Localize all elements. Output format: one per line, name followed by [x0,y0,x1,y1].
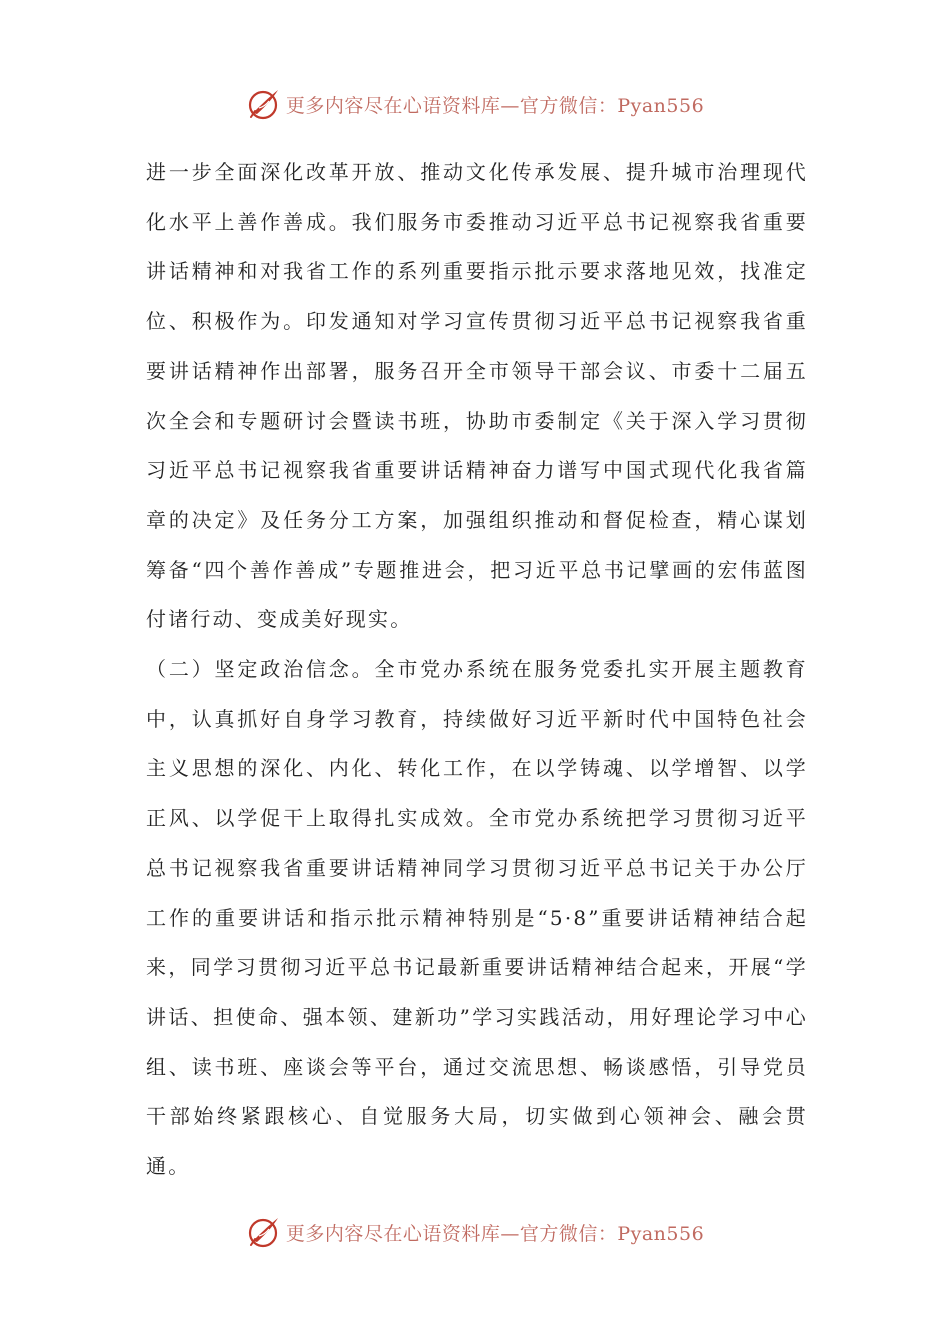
quill-pen-circle-icon [246,86,282,122]
paragraph-1: 进一步全面深化改革开放、推动文化传承发展、提升城市治理现代化水平上善作善成。我们服务市委推动习近平总书记视察我省重要讲话精神和对我省工作的系列重要指示批示要求落地见效，找准定位、积极作为。印发通知对学习宣传贯彻习近平总书记视察我省重要讲话精神作出部署，服务召开全市领导干部会议、市委十二届五次全会和专题研讨会暨读书班，协助市委制定《关于深入学习贯彻习近平总书记视察我省重要讲话精神奋力谱写中国式现代化我省篇章的决定》及任务分工方案，加强组织推动和督促检查，精心谋划筹备“四个善作善成”专题推进会，把习近平总书记擘画的宏伟蓝图付诸行动、变成美好现实。 [146,160,808,632]
quill-pen-circle-icon [246,1214,282,1250]
paragraph-2: （二）坚定政治信念。全市党办系统在服务党委扎实开展主题教育中，认真抓好自身学习教育，持续做好习近平新时代中国特色社会主义思想的深化、内化、转化工作，在以学铸魂、以学增智、以学正风、以学促干上取得扎实成效。全市党办系统把学习贯彻习近平总书记视察我省重要讲话精神同学习贯彻习近平总书记关于办公厅工作的重要讲话和指示批示精神特别是“5·8”重要讲话精神结合起来，同学习贯彻习近平总书记最新重要讲话精神结合起来，开展“学讲话、担使命、强本领、建新功”学习实践活动，用好理论学习中心组、读书班、座谈会等平台，通过交流思想、畅谈感悟，引导党员干部始终紧跟核心、自觉服务大局，切实做到心领神会、融会贯通。 [146,657,808,1179]
footer-watermark [0,1212,950,1252]
watermark-text: 更多内容尽在心语资料库—官方微信：Pyan556 [285,1222,705,1245]
document-body [146,148,808,1192]
header-watermark [0,84,950,124]
watermark-text: 更多内容尽在心语资料库—官方微信：Pyan556 [285,94,705,117]
